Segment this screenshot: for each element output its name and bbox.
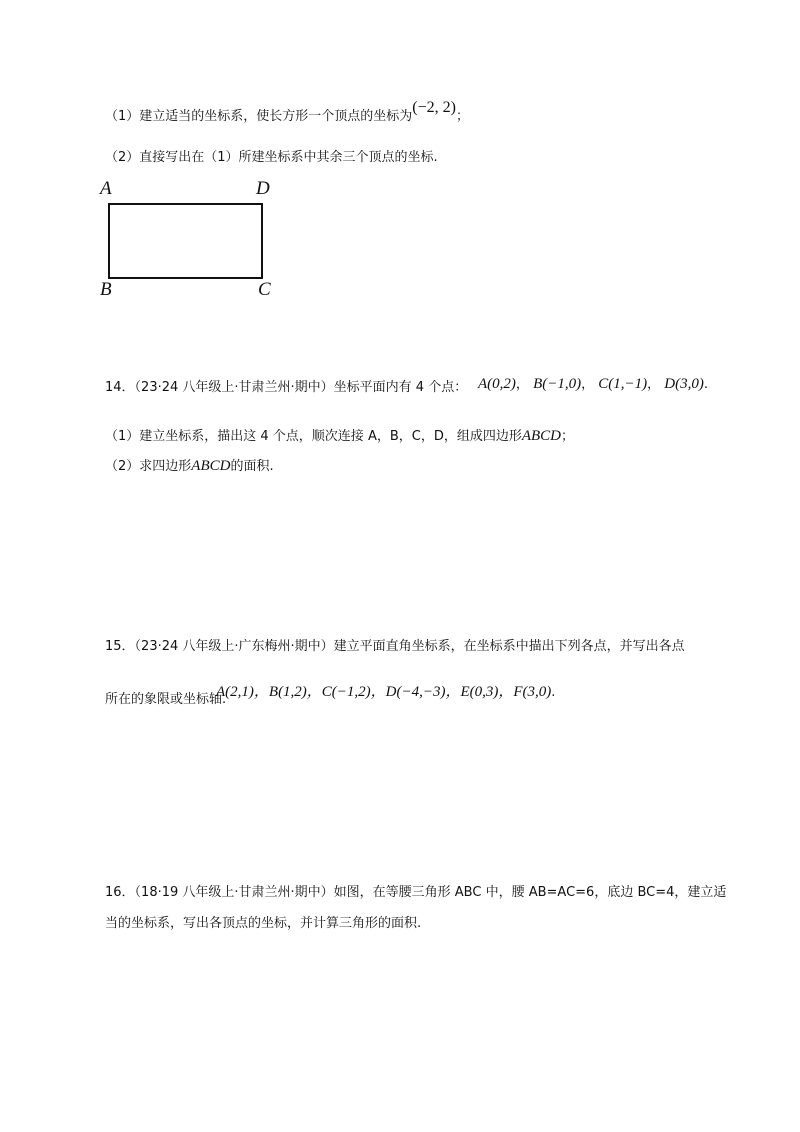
q14-point-d: D(3,0) xyxy=(664,376,704,392)
q16-line1 xyxy=(105,883,726,903)
q14-sep: ， xyxy=(647,377,661,392)
q14-part1-end: ； xyxy=(561,429,575,444)
q14-number: 14． xyxy=(105,380,135,395)
q14-sep: ， xyxy=(515,377,529,392)
q14-part2-end: 的面积. xyxy=(230,459,274,474)
q15-points-math: A(2,1)，B(1,2)，C(−1,2)，D(−4,−3)，E(0,3)，F(3,0) xyxy=(216,684,552,700)
q13-part1-text: （1）建立适当的坐标系，使长方形一个顶点的坐标为 xyxy=(105,109,413,124)
q15-end: . xyxy=(551,685,556,700)
q14-point-b: B(−1,0) xyxy=(533,376,582,392)
rectangle-shape xyxy=(108,203,263,279)
vertex-label-a: A xyxy=(100,178,112,199)
q14-source: （23·24 八年级上·甘肃兰州·期中）坐标平面内有 4 个点： xyxy=(134,380,468,395)
q14-part1-text: （1）建立坐标系，描出这 4 个点，顺次连接 A，B，C，D，组成四边形 xyxy=(105,429,522,444)
q15-line2 xyxy=(105,690,226,710)
q14-part1 xyxy=(105,426,574,447)
q15-line1 xyxy=(105,637,685,657)
q14-part2 xyxy=(105,456,274,477)
q14-points xyxy=(478,374,708,395)
q13-part2: （2）直接写出在（1）所建坐标系中其余三个顶点的坐标. xyxy=(105,150,438,165)
q15-points xyxy=(216,682,555,703)
q14-point-c: C(1,−1) xyxy=(598,376,648,392)
q14-part2-text: （2）求四边形 xyxy=(105,459,192,474)
q13-part1-coord: (−2, 2) xyxy=(412,99,456,116)
q16-text-1: （18·19 八年级上·甘肃兰州·期中）如图，在等腰三角形 ABC 中，腰 AB=AC=6，底边 BC=4，建立适 xyxy=(134,885,727,900)
rectangle-figure xyxy=(98,178,288,308)
q15-number: 15． xyxy=(105,639,135,654)
q14-part1-math: ABCD xyxy=(521,428,562,444)
q16-line2: 当的坐标系，写出各顶点的坐标，并计算三角形的面积. xyxy=(105,916,422,931)
vertex-label-d: D xyxy=(256,178,270,199)
q13-part1 xyxy=(105,99,469,127)
q15-text-1: （23·24 八年级上·广东梅州·期中）建立平面直角坐标系，在坐标系中描出下列各点，并写出各点 xyxy=(134,639,685,654)
q14-end: . xyxy=(703,377,708,392)
q13-part1-end: ； xyxy=(455,109,469,124)
q15-text-2: 所在的象限或坐标轴. xyxy=(105,692,227,707)
vertex-label-b: B xyxy=(100,279,112,300)
vertex-label-c: C xyxy=(258,279,271,300)
q14-sep: ， xyxy=(581,377,595,392)
q14-heading xyxy=(105,378,467,398)
q14-part2-math: ABCD xyxy=(191,458,231,474)
q16-number: 16． xyxy=(105,885,135,900)
q14-point-a: A(0,2) xyxy=(478,376,516,392)
